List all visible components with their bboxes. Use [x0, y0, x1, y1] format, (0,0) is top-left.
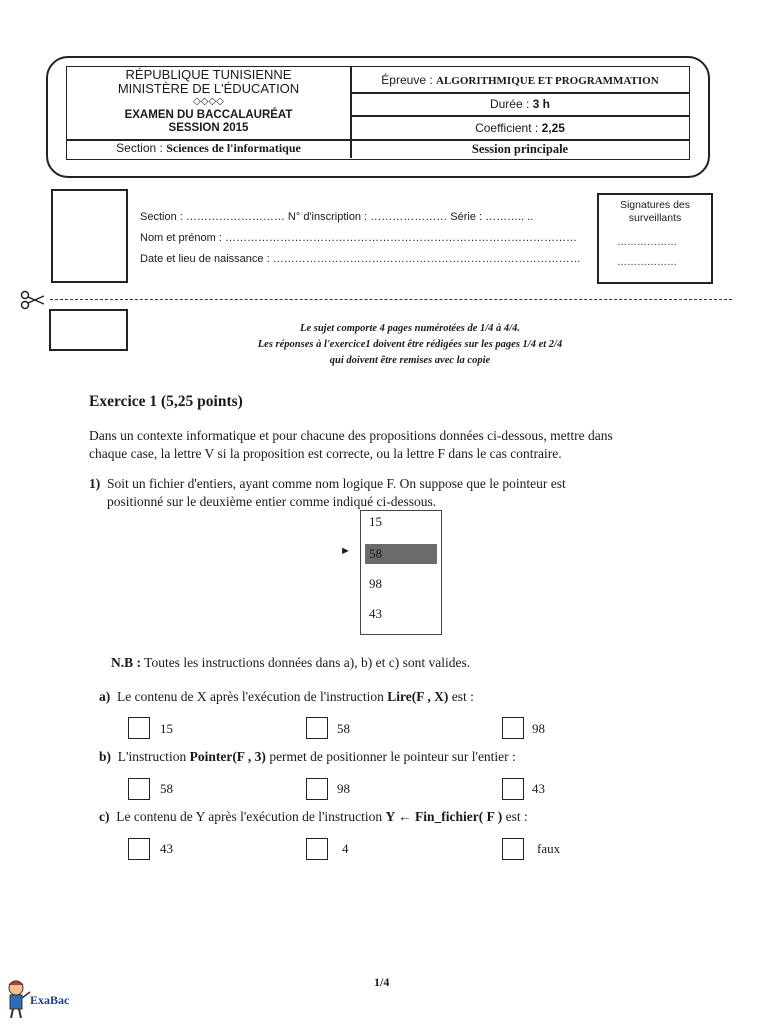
epreuve-label: Épreuve :	[381, 73, 433, 87]
qa-option-3-checkbox[interactable]	[502, 717, 524, 739]
intro-line-1: Dans un contexte informatique et pour chacune des propositions données ci-dessous, mettre dans	[89, 428, 613, 443]
cut-line	[50, 299, 732, 300]
qc-label: c)	[99, 809, 110, 824]
question-b	[99, 748, 516, 766]
brand-logo: ExaBac	[30, 993, 70, 1007]
qc-option-2-checkbox[interactable]	[306, 838, 328, 860]
notice-line-2: Les réponses à l'exercice1 doivent être rédigées sur les pages 1/4 et 2/4	[257, 339, 563, 350]
qb-option-1-checkbox[interactable]	[128, 778, 150, 800]
file-value-4: 43	[369, 606, 382, 621]
duree-value: 3 h	[532, 97, 551, 111]
nb-text: Toutes les instructions données dans a), b) et c) sont valides.	[144, 655, 471, 670]
scissors-icon	[20, 290, 46, 310]
exam-title: EXAMEN DU BACCALAURÉAT	[124, 109, 293, 121]
coef-label: Coefficient :	[475, 121, 539, 135]
file-value-2: 58	[369, 546, 382, 561]
republic-title: RÉPUBLIQUE TUNISIENNE	[125, 67, 292, 82]
intro-line-2: chaque case, la lettre V si la proposition est correcte, ou la lettre F dans le cas contraire.	[89, 446, 562, 461]
qa-option-2-checkbox[interactable]	[306, 717, 328, 739]
qa-option-1-checkbox[interactable]	[128, 717, 150, 739]
section-value: Sciences de l'informatique	[166, 141, 301, 155]
signatures-box	[597, 193, 713, 284]
qb-text-pre: L'instruction	[117, 749, 187, 764]
question-a	[99, 688, 474, 706]
qa-end: est :	[451, 689, 474, 704]
epreuve-cell	[350, 73, 690, 87]
qb-option-3-checkbox[interactable]	[502, 778, 524, 800]
header-table	[66, 66, 690, 160]
section-label: Section :	[116, 141, 163, 155]
qa-label: a)	[99, 689, 111, 704]
signature-dots-1: ………………	[617, 237, 677, 248]
anonymous-code-box	[49, 309, 128, 351]
qa-instruction: Lire(F , X)	[387, 689, 449, 704]
qc-option-3-label: faux	[537, 841, 561, 856]
file-value-1: 15	[369, 514, 382, 529]
file-value-3: 98	[369, 576, 382, 591]
qa-option-1-label: 15	[160, 721, 173, 736]
session-year: SESSION 2015	[168, 122, 249, 134]
qc-option-1-label: 43	[160, 841, 173, 856]
qc-option-2-label: 4	[342, 841, 349, 856]
qb-option-2-label: 98	[337, 781, 350, 796]
qc-option-1-checkbox[interactable]	[128, 838, 150, 860]
qb-option-3-label: 43	[532, 781, 545, 796]
q1-line-1: Soit un fichier d'entiers, ayant comme nom logique F. On suppose que le pointeur est	[107, 476, 566, 491]
birth-line: Date et lieu de naissance : …………………………………………………………………………	[140, 253, 581, 265]
qc-option-3-checkbox[interactable]	[502, 838, 524, 860]
session-type: Session principale	[471, 142, 569, 156]
nb-label: N.B :	[111, 655, 141, 670]
q1-line-2: positionné sur le deuxième entier comme indiqué ci-dessous.	[107, 494, 437, 509]
candidate-code-box	[51, 189, 128, 283]
epreuve-value: ALGORITHMIQUE ET PROGRAMMATION	[436, 75, 659, 87]
qb-option-2-checkbox[interactable]	[306, 778, 328, 800]
q1-number: 1)	[89, 476, 101, 491]
qb-option-1-label: 58	[160, 781, 173, 796]
ministry-block	[67, 68, 350, 135]
name-line: Nom et prénom : ……………………………………………………………………………………	[140, 232, 577, 244]
notice-line-3: qui doivent être remises avec la copie	[329, 355, 491, 366]
qc-instruction: Y ← Fin_fichier( F )	[385, 809, 503, 824]
qa-option-3-label: 98	[532, 721, 545, 736]
qb-text-post: permet de positionner le pointeur sur l'entier :	[269, 749, 516, 764]
qb-label: b)	[99, 749, 112, 764]
page-number: 1/4	[374, 975, 390, 989]
qa-text: Le contenu de X après l'exécution de l'instruction	[117, 689, 384, 704]
nb-note	[111, 654, 470, 672]
signature-dots-2: ………………	[617, 257, 677, 268]
duree-cell	[350, 97, 690, 111]
coef-cell	[350, 121, 690, 135]
ministry-title: MINISTÈRE DE L'ÉDUCATION	[117, 81, 300, 96]
section-inscription-line: Section : ……………………… N° d'inscription : ………………… Série : ……….. ..	[140, 211, 534, 223]
qa-option-2-label: 58	[337, 721, 350, 736]
qb-instruction: Pointer(F , 3)	[189, 749, 266, 764]
pointer-arrow-icon: ►	[340, 545, 351, 557]
exercise-title: Exercice 1 (5,25 points)	[89, 393, 243, 410]
qc-end: est :	[505, 809, 528, 824]
duree-label: Durée :	[489, 97, 530, 111]
notice-line-1: Le sujet comporte 4 pages numérotées de 1/4 à 4/4.	[300, 323, 520, 334]
mascot-icon	[2, 978, 32, 1020]
signatures-title: Signatures des surveillants	[619, 199, 691, 224]
qc-text: Le contenu de Y après l'exécution de l'instruction	[116, 809, 383, 824]
coef-value: 2,25	[541, 121, 565, 135]
question-c	[99, 808, 528, 826]
ornament: ◇◇◇◇	[193, 96, 224, 107]
section-cell	[67, 141, 350, 156]
